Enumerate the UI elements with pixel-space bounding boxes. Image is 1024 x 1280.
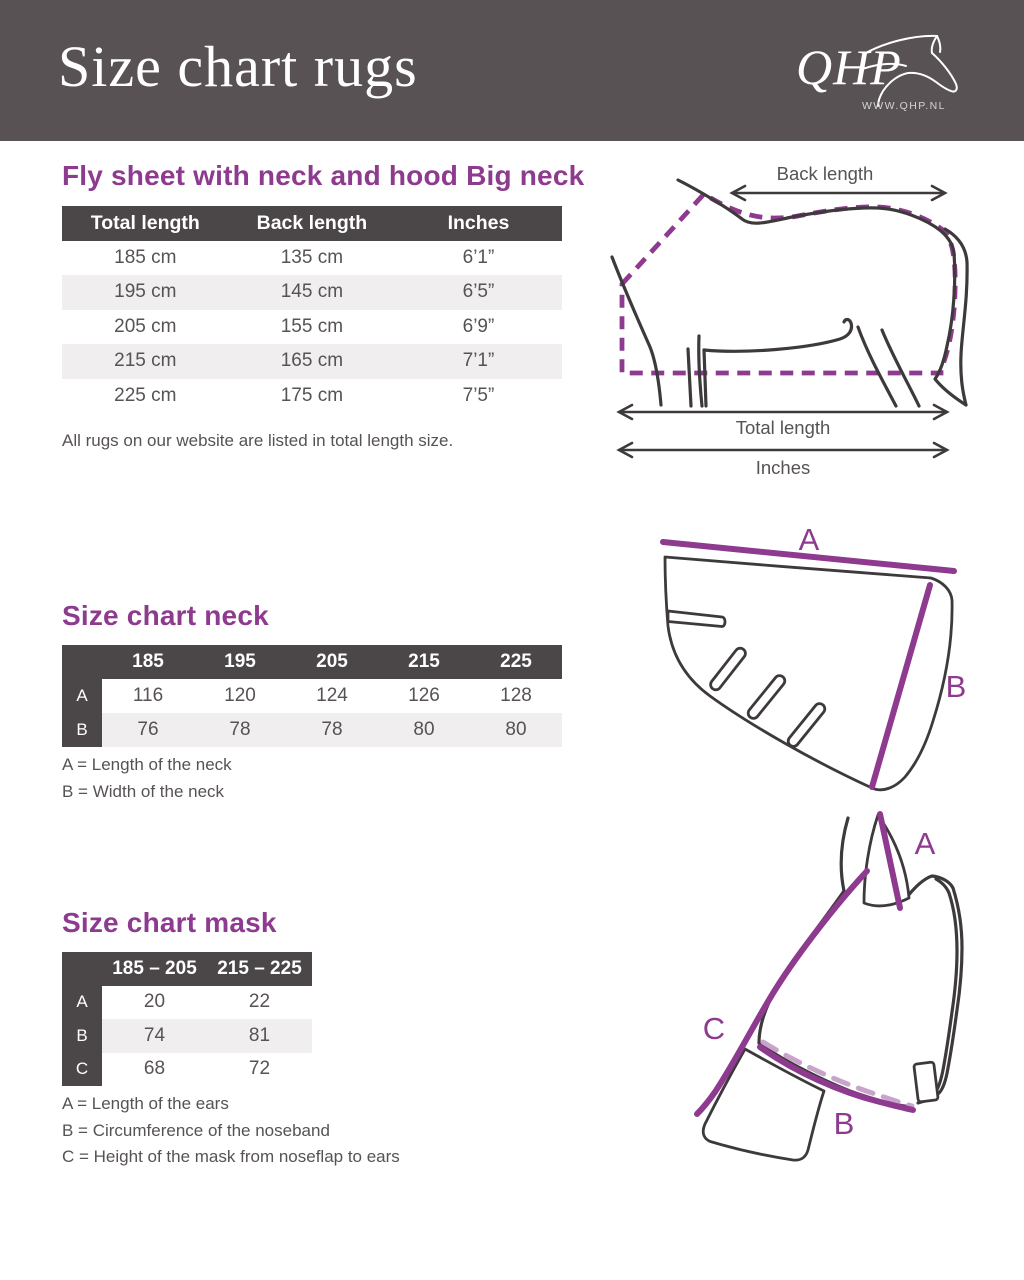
table-row	[62, 275, 562, 310]
table-cell: 124	[316, 685, 348, 706]
row-label: C	[62, 1053, 102, 1087]
header-banner	[0, 0, 1024, 141]
table-cell: 6’9”	[462, 315, 495, 337]
back-length-label: Back length	[776, 163, 874, 184]
table-cell: 120	[224, 685, 256, 706]
note-line: A = Length of the ears	[62, 1094, 229, 1113]
inches-arrow	[619, 443, 947, 457]
table-cell: 6’1”	[462, 246, 495, 268]
table-cell: 68	[143, 1058, 166, 1080]
fly-sheet-note: All rugs on our website are listed in total length size.	[62, 431, 454, 450]
table-cell: 135 cm	[280, 246, 344, 268]
table-header-cell: 195	[224, 651, 256, 672]
table-cell: 7’1”	[462, 350, 495, 372]
table-header-cell: 185 – 205	[112, 957, 197, 979]
table-cell: 215 cm	[114, 350, 177, 372]
table-row	[62, 310, 562, 345]
neck-notes	[62, 752, 232, 805]
table-row	[62, 986, 312, 1020]
table-cell: 205 cm	[114, 315, 177, 337]
total-length-label: Total length	[735, 417, 831, 438]
mask-notes	[62, 1091, 400, 1171]
inches-label: Inches	[755, 457, 811, 478]
neck-heading: Size chart neck	[62, 600, 269, 631]
table-cell: 185 cm	[114, 246, 177, 268]
neck-label-b: B	[945, 669, 967, 704]
table-cell: 126	[408, 685, 440, 706]
fly-sheet-table	[62, 206, 562, 413]
table-cell: 195 cm	[114, 281, 177, 303]
row-label: A	[62, 986, 102, 1020]
table-header-cell: 185	[132, 651, 164, 672]
note-line: B = Circumference of the noseband	[62, 1120, 330, 1140]
mask-heading: Size chart mask	[62, 907, 277, 938]
neck-table	[62, 645, 562, 747]
table-header-cell: 215	[408, 651, 440, 672]
table-cell: 76	[137, 719, 159, 740]
table-cell: 6’5”	[462, 281, 495, 303]
row-label: A	[62, 679, 102, 713]
table-header-row	[62, 645, 562, 679]
table-cell: 128	[500, 685, 532, 706]
table-cell: 78	[229, 719, 251, 740]
table-cell: 80	[413, 719, 435, 740]
table-cell: 225 cm	[114, 384, 177, 406]
mask-label-b: B	[833, 1106, 855, 1141]
table-row	[62, 679, 562, 713]
table-row	[62, 344, 562, 379]
table-cell: 72	[248, 1058, 271, 1080]
table-cell: 74	[143, 1024, 166, 1046]
table-cell: 145 cm	[280, 281, 344, 303]
fly-mask-diagram	[660, 800, 1024, 1200]
table-cell: 80	[505, 719, 527, 740]
table-cell: 22	[248, 991, 271, 1013]
mask-outline	[703, 815, 962, 1160]
table-header-cell: Inches	[447, 211, 510, 234]
table-row	[62, 1053, 312, 1087]
table-header-cell: Total length	[90, 211, 200, 234]
mask-label-a: A	[914, 826, 936, 861]
table-cell: 7’5”	[462, 384, 495, 406]
note-line: B = Width of the neck	[62, 781, 225, 801]
note-line: A = Length of the neck	[62, 755, 232, 774]
table-row	[62, 713, 562, 747]
page-title: Size chart rugs	[58, 34, 418, 99]
table-cell: 78	[321, 719, 343, 740]
table-row	[62, 1019, 312, 1053]
table-row	[62, 241, 562, 276]
table-header-row	[62, 952, 312, 986]
neck-cover-diagram	[620, 500, 1024, 810]
neck-label-a: A	[798, 522, 820, 557]
neck-cover-outline	[665, 557, 952, 790]
table-cell: 81	[248, 1024, 271, 1046]
table-cell: 116	[132, 685, 164, 706]
table-cell: 175 cm	[280, 384, 344, 406]
table-cell: 20	[143, 991, 166, 1013]
row-label: B	[62, 1019, 102, 1053]
table-header-cell: 215 – 225	[217, 957, 302, 979]
fly-sheet-heading: Fly sheet with neck and hood Big neck	[62, 160, 585, 191]
logo-url: WWW.QHP.NL	[862, 100, 946, 112]
table-header-row	[62, 206, 562, 241]
table-header-cell: 225	[500, 651, 532, 672]
note-line: C = Height of the mask from noseflap to ears	[62, 1147, 400, 1166]
table-cell: 165 cm	[280, 350, 344, 372]
logo-text: QHP	[796, 39, 902, 95]
table-header-cell: Back length	[256, 211, 368, 234]
row-label: B	[62, 713, 102, 747]
table-cell: 155 cm	[280, 315, 344, 337]
mask-label-c: C	[702, 1011, 726, 1046]
table-row	[62, 379, 562, 414]
mask-table	[62, 952, 312, 1086]
rug-outline-dashed	[622, 194, 955, 373]
horse-measurement-diagram	[600, 150, 1024, 480]
back-length-arrow	[732, 186, 945, 200]
qhp-logo	[790, 28, 990, 123]
table-header-cell: 205	[316, 651, 348, 672]
